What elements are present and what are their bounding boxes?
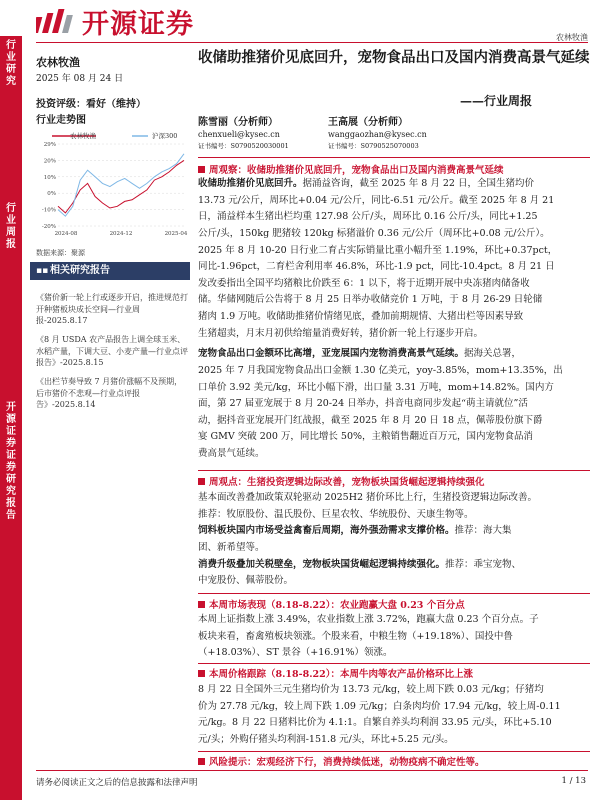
section-weekly-observation-title: 周观察：收储助推猪价见底回升，宠物食品出口及国内消费高景气延续: [209, 165, 504, 176]
p1-line-7: 储。华储网随后公告将于 8 月 25 日举办收储竞价 1 万吨，于 8 月 26-29 日轮储: [198, 294, 543, 305]
p4-line-0: [198, 523, 590, 540]
related-report-3-text: 《出栏节奏导致 7 月猪价涨幅不及预期，后市猪价不悲观—行业点评报告》: [36, 377, 183, 409]
chart-x-tick-label: 2024-08: [54, 231, 78, 237]
p3-line-0: 基本面改善叠加政策双轮驱动 2025H2 猪价环比上行，生猪投资逻辑边际改善。: [198, 492, 538, 503]
related-reports-title: 相关研究报告: [50, 265, 110, 276]
legend-agri-label: 农林牧渔: [70, 132, 96, 140]
p1-line-4: 2025 年 8 月 10-20 日行业二育占实际销量比重小幅升至 1.19%，环比+0.37pct，: [198, 245, 558, 256]
analyst-2: [328, 113, 427, 150]
p5-line-1: 中宠股份、佩蒂股份。: [198, 575, 294, 586]
series-line-agri: [58, 160, 184, 213]
header-dots-icon: ▪▪: [36, 266, 49, 276]
p3-line-1: 推荐：牧原股份、温氏股份、巨星农牧、华统股份、天康生物等。: [198, 509, 474, 520]
p2-line-3: 面，第 27 届亚宠展于 8 月 20-24 日举办，抖音电商同步发起“萌主请就位”活: [198, 398, 528, 409]
footer-disclaimer[interactable]: 请务必阅读正文之后的信息披露和法律声明: [36, 778, 198, 788]
section-market-performance-title: 本周市场表现（8.18-8.22）：农业跑赢大盘 0.23 个百分点: [209, 600, 465, 611]
section-risk-warning-title: 风险提示：宏观经济下行，消费持续低迷，动物疫病不确定性等。: [209, 757, 485, 768]
legend-hs300-label: 沪深300: [152, 132, 178, 140]
related-report-1[interactable]: [36, 292, 188, 327]
section-price-tracking-title: 本周价格跟踪（8.18-8.22）：本周牛肉等农产品价格环比上涨: [209, 669, 473, 680]
p7-line-3: 元/头；外购仔猪头均利润-151.8 元/头，环比+5.25 元/头。: [198, 734, 454, 745]
chart-lines: [58, 154, 184, 216]
p2-line-4: 动，据抖音亚宠展开门红战报，截至 2025 年 8 月 20 日 18 点，佩蒂股份旗下爵: [198, 415, 543, 426]
analyst-1-name: 陈雪丽（分析师）: [198, 117, 278, 128]
p1-line-1: 13.73 元/公斤，周环比+0.04 元/公斤，同比-6.51 元/公斤。截至 2025 年 8 月 21: [198, 195, 555, 206]
band-bottom-label: 开源证券 证券研究报告: [6, 402, 16, 521]
analyst-1-email[interactable]: chenxueli@kysec.cn: [198, 130, 280, 139]
header-rule: [36, 42, 588, 43]
p5-lead: 消费升级叠加关税壁垒，宠物板块国货崛起逻辑持续强化。: [198, 559, 446, 570]
p5-line-0: [198, 557, 590, 574]
section-bullet-icon: [198, 601, 205, 608]
chart-data-source: 数据来源：聚源: [36, 249, 85, 257]
p2-line-0: [198, 346, 590, 363]
section-divider-3: [198, 593, 590, 594]
report-date: 2025 年 08 月 24 日: [36, 74, 124, 84]
chart-y-tick-label: 29%: [43, 142, 56, 148]
chart-y-tick-label: 20%: [43, 158, 56, 165]
doc-type: 农林牧渔: [556, 33, 588, 42]
p1-line-0: [198, 176, 590, 193]
p1-lead: 收储助推猪价见底回升。: [198, 178, 303, 189]
analyst-2-cert: 证书编号：S0790525070003: [328, 142, 419, 150]
chart-x-tick-label: 2024-12: [109, 231, 133, 237]
p6-line-1: 板块来看，畜禽殖板块领涨。个股来看，中粮生物（+19.18%）、国投中鲁: [198, 631, 513, 642]
p1-line-5: 同比-1.96pct，二育栏舍利用率 46.8%，环比-1.9 pct，同比-10.4pct。8 月 21 日: [198, 261, 555, 272]
p4-tail-a: 推荐：海大集: [454, 525, 512, 536]
section-bullet-icon: [198, 758, 205, 765]
p2-line-1: 2025 年 7 月我国宠物食品出口金额 1.30 亿美元，yoy-3.85%，mom+13.35%，出: [198, 365, 563, 376]
industry-name: 农林牧渔: [36, 56, 80, 69]
kysec-logo: [36, 4, 194, 38]
investment-rating: 投资评级：看好（维持）: [36, 99, 146, 110]
related-report-1-text: 《猪价新一轮上行或逐步开启，推进规范打开种猪板块成长空间—行业周报: [36, 293, 188, 325]
section-price-tracking: [198, 666, 473, 680]
analyst-2-name: 王高展（分析师）: [328, 117, 408, 128]
p4-lead: 饲料板块国内市场受益禽畜后周期，海外强劲需求支撑价格。: [198, 525, 455, 536]
section-weekly-view: [198, 474, 485, 488]
section-divider-2: [198, 470, 590, 471]
trend-chart: [36, 130, 188, 242]
p4-line-1: 团、新希望等。: [198, 542, 265, 553]
trend-chart-svg: [36, 130, 188, 242]
p1-line-8: 猪肉 1.9 万吨。收储助推猪价情绪见底，叠加前期规情、大猪出栏等因素导致: [198, 311, 524, 322]
section-risk-warning: [198, 754, 485, 768]
chart-y-tick-label: 10%: [43, 174, 56, 181]
report-title: 收储助推猪价见底回升，宠物食品出口及国内消费高景气延续: [198, 49, 590, 66]
p6-line-2: （+18.03%）、ST 景谷（+16.91%）领涨。: [198, 647, 393, 658]
p2-line-5: 宴 GMV 突破 200 万，同比增长 50%，主粮销售翻近百万元，国内宠物食品消: [198, 431, 534, 442]
section-bullet-icon: [198, 670, 205, 677]
section-divider-5: [198, 751, 590, 752]
p1-line-6: 发改委指出全国平均猪粮比价跌至 6：1 以下，将于近期开展中央冻猪肉储备收: [198, 278, 530, 289]
report-subtitle: ——行业周报: [460, 94, 533, 108]
related-report-3[interactable]: [36, 376, 188, 411]
chart-grid: [58, 144, 184, 226]
section-weekly-view-title: 周观点：生猪投资逻辑边际改善，宠物板块国货崛起逻辑持续强化: [209, 477, 485, 488]
section-divider-4: [198, 663, 590, 664]
series-line-hs300: [58, 154, 184, 216]
p2-line-0-text: 据海关总署，: [464, 348, 522, 359]
related-report-2[interactable]: [36, 334, 188, 369]
p7-line-1: 价为 27.78 元/kg，较上周下跌 1.09 元/kg；白条肉均价 17.94 元/kg，较上周-0.11: [198, 701, 561, 712]
chart-x-ticks: [55, 231, 188, 237]
analyst-divider: [198, 157, 590, 158]
p2-line-2: 口单价 3.92 美元/kg，环比小幅下滑，出口量 3.31 万吨，mom+14.82%。国内方: [198, 382, 554, 393]
trend-chart-title: 行业走势图: [36, 115, 86, 126]
related-report-2-date: -2025.8.15: [60, 358, 104, 367]
p1-line-0-text: 据涌益咨询，截至 2025 年 8 月 22 日，全国生猪均价: [302, 178, 534, 189]
p1-line-3: 公斤/头，150kg 肥猪较 120kg 标猪溢价 0.36 元/公斤（周环比+0.08 元/公斤）。: [198, 228, 550, 239]
logo-text: 开源证券: [82, 8, 194, 40]
chart-y-ticks: [42, 142, 56, 230]
related-reports-header: [30, 262, 190, 280]
p5-tail-a: 推荐：乖宝宠物、: [445, 559, 522, 570]
related-report-1-date: -2025.8.17: [44, 316, 88, 325]
chart-y-tick-label: -20%: [41, 224, 56, 230]
band-top-label: 行业研究: [6, 40, 16, 87]
analyst-1-cert: 证书编号：S0790520030001: [198, 142, 289, 150]
p2-lead: 宠物食品出口金额环比高增，亚宠展国内宠物消费高景气延续。: [198, 348, 465, 359]
p1-line-2: 日，涌益样本生猪出栏均重 127.98 公斤/头，周环比 0.16 公斤/头，同比+1.25: [198, 211, 538, 222]
related-report-3-date: -2025.8.14: [52, 400, 96, 409]
p7-line-0: 8 月 22 日全国外三元生猪均价为 13.73 元/kg，较上周下跌 0.03 元/kg；仔猪均: [198, 684, 544, 695]
p1-line-9: 生猪超卖，月末月初供给缩量消费好转，猪价新一轮上行逐步开启。: [198, 328, 484, 339]
footer-rule: [36, 770, 588, 771]
chart-y-tick-label: -10%: [41, 207, 56, 214]
analyst-1: [198, 113, 289, 150]
section-bullet-icon: [198, 166, 205, 173]
page-number: 1 / 13: [561, 776, 586, 786]
p2-line-6: 费高景气延续。: [198, 448, 265, 459]
related-report-2-text: 《8 月 USDA 农产品报告上调全球玉米、水稻产量，下调大豆、小麦产量—行业点评报告》: [36, 335, 188, 367]
section-weekly-observation: [198, 162, 504, 176]
logo-mark-icon: [36, 7, 78, 35]
p6-line-0: 本周上证指数上涨 3.49%，农业指数上涨 3.72%，跑赢大盘 0.23 个百分点。子: [198, 614, 539, 625]
section-bullet-icon: [198, 478, 205, 485]
chart-x-tick-label: 2025-04: [164, 231, 188, 237]
section-market-performance: [198, 597, 465, 611]
band-mid-label: 行业周报: [6, 203, 16, 250]
p7-line-2: 元/kg。8 月 22 日猪料比价为 4.1:1。自繁自养头均利润 33.95 元/头，环比+5.10: [198, 717, 552, 728]
analyst-2-email[interactable]: wanggaozhan@kysec.cn: [328, 130, 427, 139]
chart-y-tick-label: 0%: [47, 191, 56, 198]
